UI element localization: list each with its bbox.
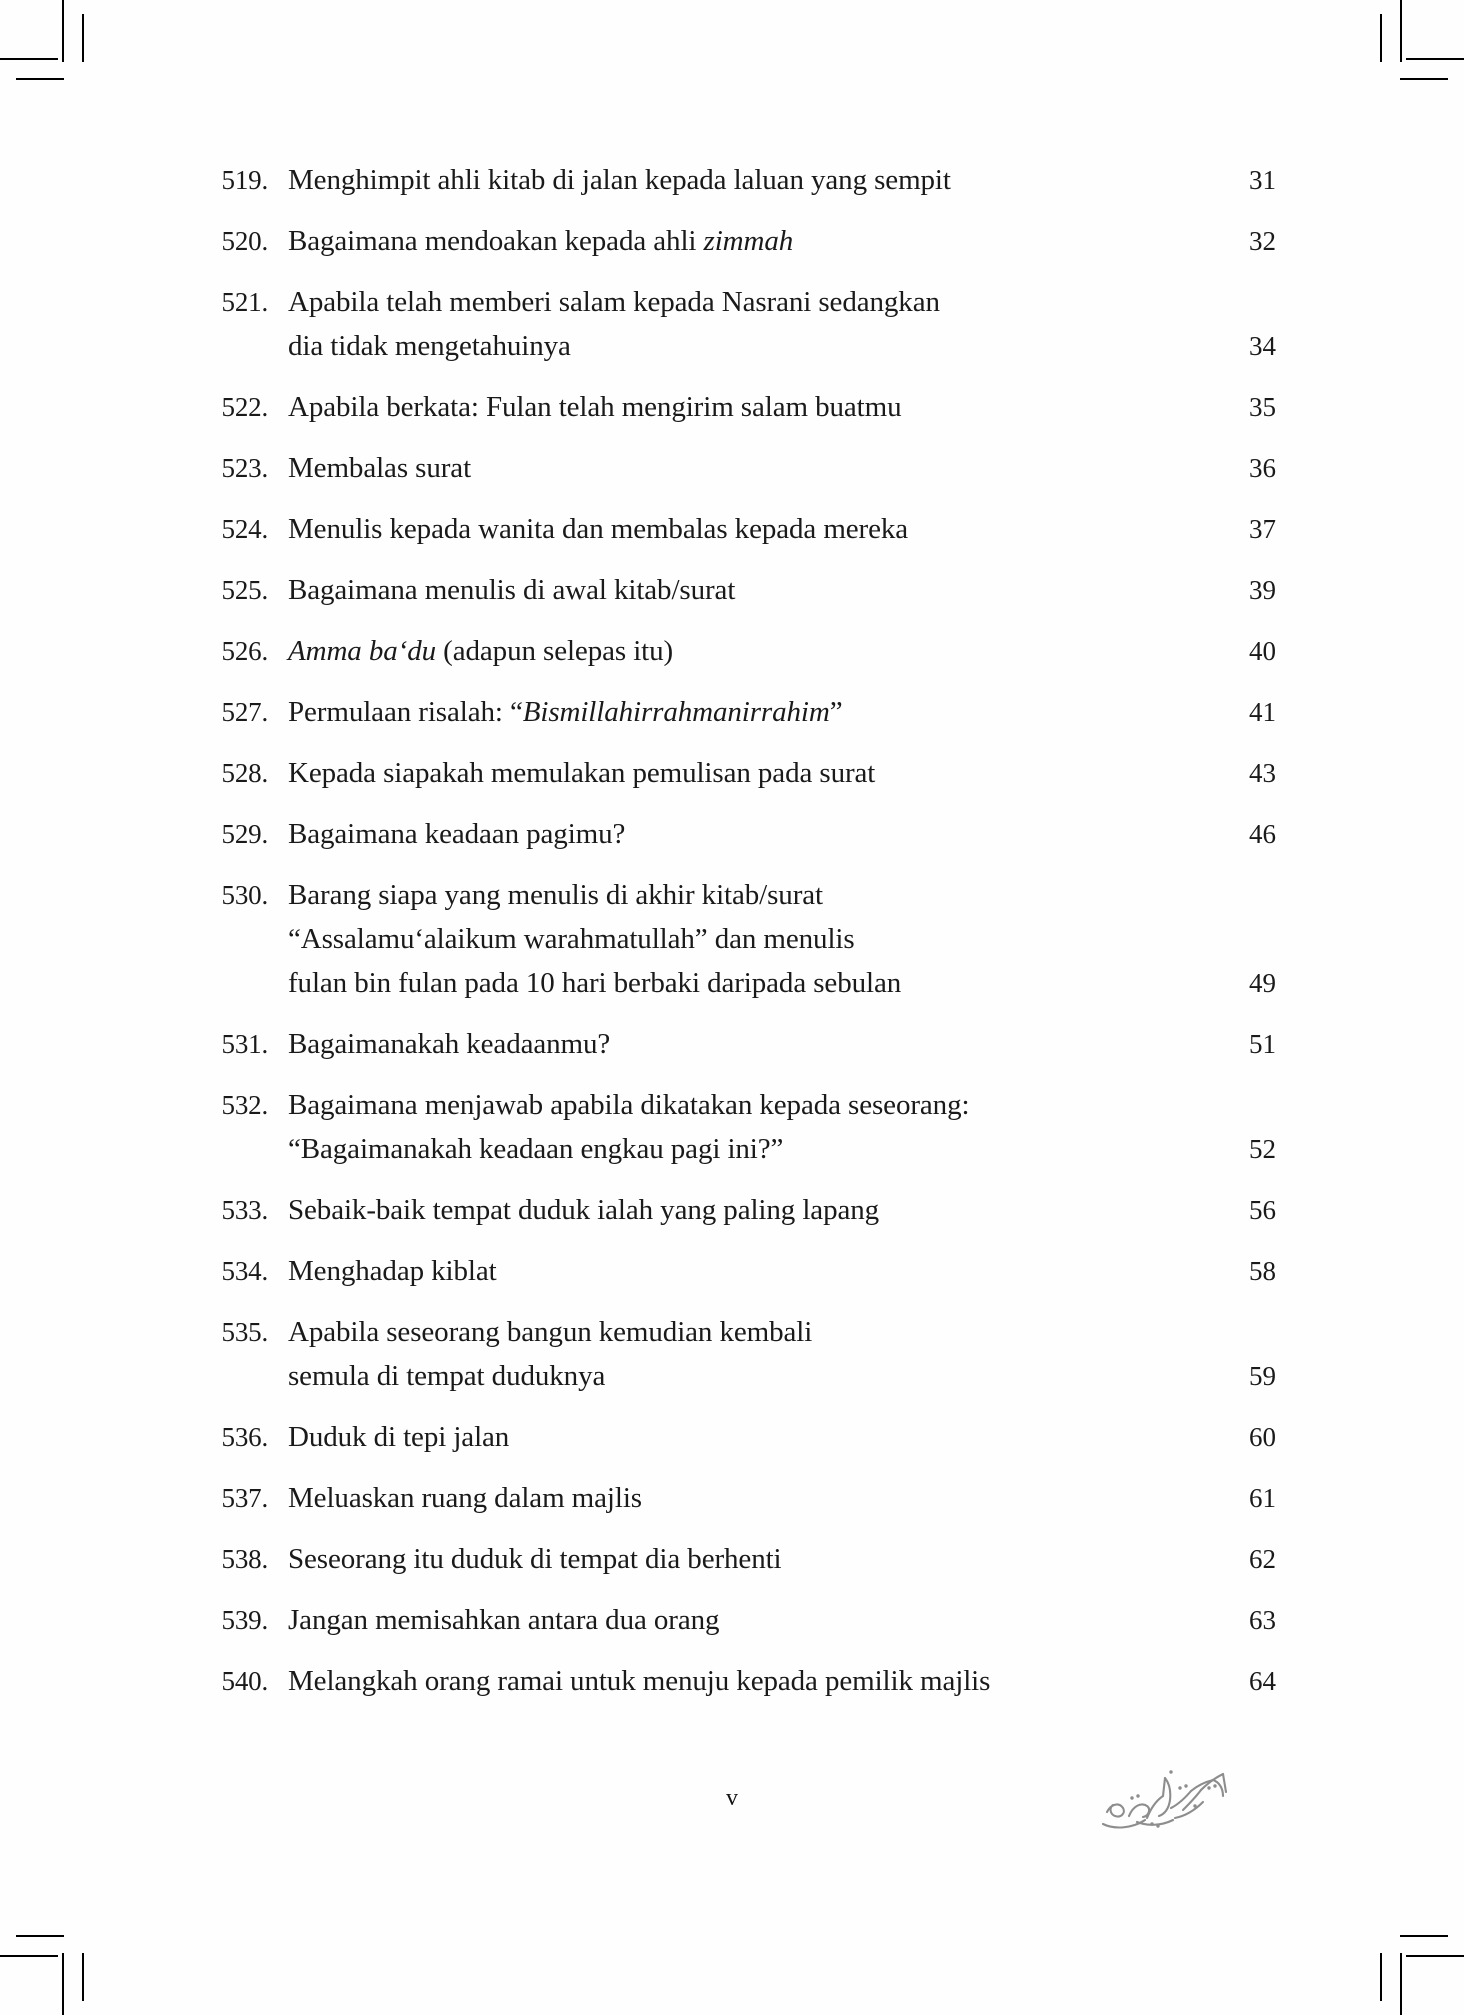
toc-entry-page-number: 36 [1249,453,1276,483]
toc-entry-title [268,1249,1184,1293]
toc-entry-page-number: 41 [1249,697,1276,727]
toc-title-run: semula di tempat duduknya [288,1360,606,1392]
toc-title-run: Bagaimana menulis di awal kitab/surat [288,574,736,606]
toc-entry-title [268,385,1184,429]
toc-entry[interactable] [196,1537,1276,1581]
crop-mark-top-right-vertical-outer [1400,0,1402,62]
toc-entry[interactable] [196,690,1276,734]
toc-entry-number: 532. [221,1090,268,1120]
toc-entry-title-line [288,1415,1170,1459]
toc-entry-title-line [288,1083,1170,1127]
toc-entry-title-line [288,1249,1170,1293]
toc-title-run: Sebaik-baik tempat duduk ialah yang paling lapang [288,1194,880,1226]
toc-entry-number: 539. [221,1605,268,1635]
toc-title-run: ” [829,696,843,728]
toc-entry[interactable] [196,385,1276,429]
crop-mark-bottom-left-vertical-inner [82,1953,84,2001]
toc-entry-page-number: 64 [1249,1666,1276,1696]
toc-entry-page-number: 59 [1249,1361,1276,1391]
toc-title-run: dia tidak mengetahuinya [288,330,571,362]
toc-entry-title-line [288,1537,1170,1581]
toc-entry[interactable] [196,1659,1276,1703]
crop-mark-top-left-horizontal-inner [16,78,64,80]
toc-entry-number: 528. [221,758,268,788]
crop-mark-top-right-horizontal-outer [1406,58,1464,60]
toc-entry-title-line [288,690,1170,734]
toc-title-run: Melangkah orang ramai untuk menuju kepada pemilik majlis [288,1665,991,1697]
toc-entry-number: 538. [221,1544,268,1574]
toc-entry-title [268,629,1184,673]
toc-entry-title [268,1310,1184,1398]
folio-page-number: v [726,1785,738,1811]
toc-title-run: Seseorang itu duduk di tempat dia berhenti [288,1543,782,1575]
toc-title-run: fulan bin fulan pada 10 hari berbaki daripada sebulan [288,967,902,999]
crop-mark-bottom-right-horizontal-inner [1400,1935,1448,1937]
toc-entry-number: 524. [221,514,268,544]
toc-entry-number: 520. [221,226,268,256]
toc-title-run: “Bagaimanakah keadaan engkau pagi ini?” [288,1133,784,1165]
toc-entry[interactable] [196,1598,1276,1642]
toc-entry-title-line [288,1476,1170,1520]
toc-entry-title [268,1598,1184,1642]
toc-entry-page-number: 43 [1249,758,1276,788]
toc-entry-number: 522. [221,392,268,422]
toc-entry-title-line [288,385,1170,429]
toc-entry-title-line [288,812,1170,856]
toc-entry-page-number: 63 [1249,1605,1276,1635]
toc-entry-number: 535. [221,1317,268,1347]
toc-title-run: Permulaan risalah: “ [288,696,523,728]
toc-entry-page-number: 49 [1249,968,1276,998]
toc-entry[interactable] [196,751,1276,795]
toc-entry-number: 540. [221,1666,268,1696]
toc-entry[interactable] [196,219,1276,263]
toc-title-run: Meluaskan ruang dalam majlis [288,1482,642,1514]
toc-entry[interactable] [196,568,1276,612]
crop-mark-bottom-right-horizontal-outer [1406,1955,1464,1957]
toc-entry-page-number: 46 [1249,819,1276,849]
toc-entry-title [268,812,1184,856]
toc-entry-title [268,690,1184,734]
crop-mark-top-left-horizontal-outer [0,58,58,60]
toc-entry-title-line [288,1659,1170,1703]
toc-entry-number: 527. [221,697,268,727]
toc-title-run: Apabila berkata: Fulan telah mengirim salam buatmu [288,391,902,423]
toc-entry-title [268,1537,1184,1581]
table-of-contents-list [196,158,1276,1720]
toc-entry-number: 519. [221,165,268,195]
toc-title-run: Menghadap kiblat [288,1255,497,1287]
toc-entry[interactable] [196,1249,1276,1293]
toc-entry[interactable] [196,629,1276,673]
toc-title-run: Barang siapa yang menulis di akhir kitab/surat [288,879,823,911]
toc-entry[interactable] [196,280,1276,368]
toc-entry[interactable] [196,1415,1276,1459]
toc-entry-title-line [288,446,1170,490]
toc-entry-title-line [288,961,1170,1005]
toc-entry[interactable] [196,873,1276,1005]
toc-entry-number: 537. [221,1483,268,1513]
toc-title-run: (adapun selepas itu) [436,635,674,667]
toc-title-italic-run: zimmah [703,225,794,257]
toc-entry[interactable] [196,812,1276,856]
toc-entry[interactable] [196,1083,1276,1171]
toc-title-run: Duduk di tepi jalan [288,1421,510,1453]
toc-entry-title [268,446,1184,490]
toc-entry-title [268,280,1184,368]
toc-entry[interactable] [196,1310,1276,1398]
toc-entry-title-line [288,1188,1170,1232]
toc-entry-page-number: 51 [1249,1029,1276,1059]
toc-title-run: Apabila seseorang bangun kemudian kembali [288,1316,813,1348]
toc-title-run: Menghimpit ahli kitab di jalan kepada laluan yang sempit [288,164,951,196]
toc-entry-number: 525. [221,575,268,605]
toc-title-run: Kepada siapakah memulakan pemulisan pada surat [288,757,876,789]
toc-entry-title-line [288,1354,1170,1398]
toc-entry-title-line [288,873,1170,917]
toc-entry-page-number: 56 [1249,1195,1276,1225]
toc-entry-title-line [288,280,1170,324]
toc-entry-title-line [288,1310,1170,1354]
toc-entry-title-line [288,219,1170,263]
toc-entry-page-number: 61 [1249,1483,1276,1513]
crop-mark-bottom-right-vertical-inner [1380,1953,1382,2001]
toc-entry-number: 521. [221,287,268,317]
toc-entry-number: 536. [221,1422,268,1452]
toc-entry-title [268,1022,1184,1066]
toc-entry-page-number: 62 [1249,1544,1276,1574]
toc-entry-title-line [288,158,1170,202]
toc-entry-title-line [288,1127,1170,1171]
crop-mark-bottom-left-vertical-outer [62,1953,64,2015]
toc-title-run: Menulis kepada wanita dan membalas kepada mereka [288,513,909,545]
toc-entry-page-number: 37 [1249,514,1276,544]
toc-entry-page-number: 32 [1249,226,1276,256]
toc-title-run: Bagaimana mendoakan kepada ahli [288,225,704,257]
toc-title-run: Jangan memisahkan antara dua orang [288,1604,720,1636]
toc-entry-title [268,1415,1184,1459]
toc-entry-title-line [288,629,1170,673]
toc-entry[interactable] [196,1022,1276,1066]
toc-entry-number: 534. [221,1256,268,1286]
toc-entry-number: 533. [221,1195,268,1225]
toc-title-run: Bagaimanakah keadaanmu? [288,1028,611,1060]
toc-entry-title-line [288,324,1170,368]
toc-title-italic-run: Amma ba‘du [288,635,437,667]
crop-mark-bottom-left-horizontal-outer [0,1955,58,1957]
crop-mark-bottom-right-vertical-outer [1400,1953,1402,2015]
toc-entry-title [268,158,1184,202]
crop-mark-top-left-vertical-inner [82,14,84,62]
arabic-calligraphy-ornament-icon [1085,1758,1235,1848]
toc-title-run: Membalas surat [288,452,472,484]
toc-entry[interactable] [196,1476,1276,1520]
toc-entry-title-line [288,917,1170,961]
toc-title-run: Apabila telah memberi salam kepada Nasrani sedangkan [288,286,940,318]
toc-entry-number: 530. [221,880,268,910]
toc-entry-page-number: 60 [1249,1422,1276,1452]
toc-entry-title [268,1083,1184,1171]
toc-entry-page-number: 40 [1249,636,1276,666]
toc-entry-title [268,568,1184,612]
toc-title-italic-run: Bismillahirrahmanirrahim [522,696,830,728]
toc-entry-page-number: 58 [1249,1256,1276,1286]
toc-entry[interactable] [196,507,1276,551]
toc-title-run: “Assalamu‘alaikum warahmatullah” dan menulis [288,923,855,955]
toc-entry-title-line [288,507,1170,551]
toc-entry-number: 526. [221,636,268,666]
crop-mark-top-left-vertical-outer [62,0,64,62]
toc-entry[interactable] [196,1188,1276,1232]
toc-title-run: Bagaimana keadaan pagimu? [288,818,626,850]
toc-entry[interactable] [196,158,1276,202]
toc-entry[interactable] [196,446,1276,490]
crop-mark-top-right-vertical-inner [1380,14,1382,62]
toc-entry-page-number: 31 [1249,165,1276,195]
toc-entry-title-line [288,751,1170,795]
toc-entry-number: 523. [221,453,268,483]
toc-entry-page-number: 35 [1249,392,1276,422]
toc-entry-title-line [288,568,1170,612]
toc-entry-title [268,507,1184,551]
toc-title-run: Bagaimana menjawab apabila dikatakan kepada seseorang: [288,1089,970,1121]
toc-entry-number: 531. [221,1029,268,1059]
toc-entry-title [268,1476,1184,1520]
toc-entry-page-number: 34 [1249,331,1276,361]
crop-mark-bottom-left-horizontal-inner [16,1935,64,1937]
toc-entry-page-number: 39 [1249,575,1276,605]
toc-entry-number: 529. [221,819,268,849]
toc-entry-title [268,1659,1184,1703]
toc-entry-page-number: 52 [1249,1134,1276,1164]
toc-entry-title [268,1188,1184,1232]
toc-entry-title-line [288,1598,1170,1642]
toc-entry-title [268,751,1184,795]
toc-entry-title [268,873,1184,1005]
crop-mark-top-right-horizontal-inner [1400,78,1448,80]
toc-entry-title [268,219,1184,263]
toc-entry-title-line [288,1022,1170,1066]
